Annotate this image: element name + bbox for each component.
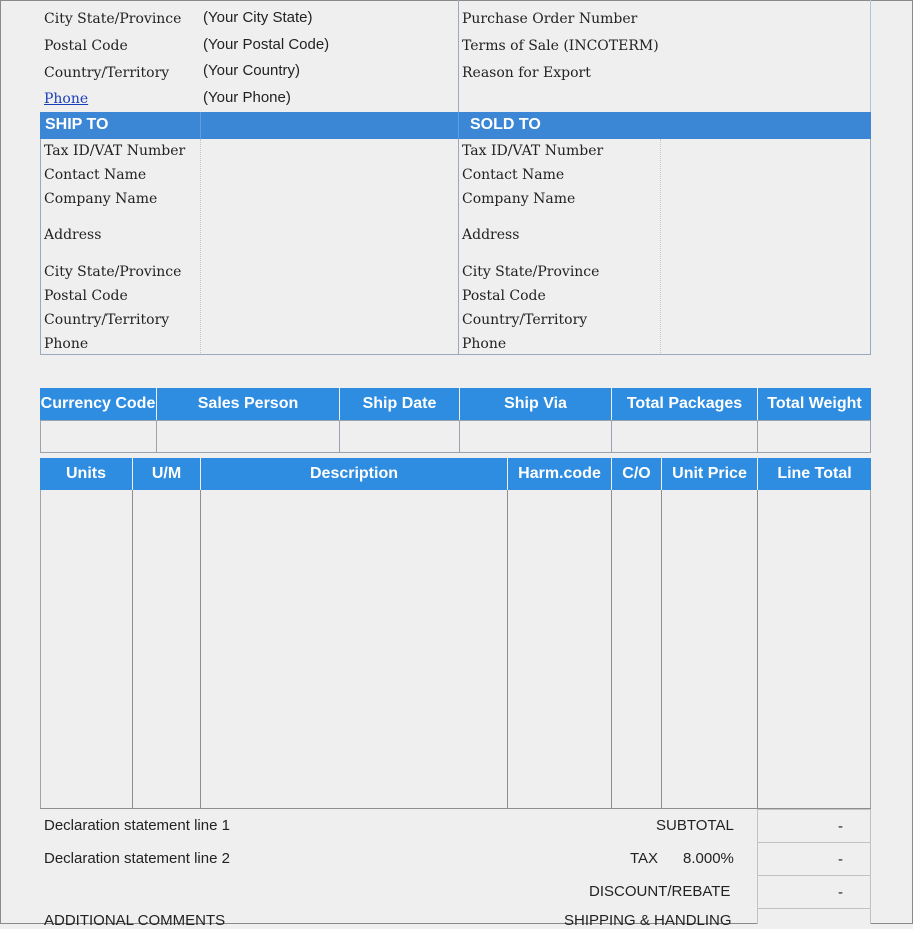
subtotal-cell — [757, 809, 871, 843]
ship-tax-id-label: Tax ID/VAT Number — [44, 143, 186, 159]
items-grid-line — [611, 490, 612, 809]
col-currency-code: Currency Code — [40, 388, 156, 420]
col-description: Description — [201, 458, 507, 490]
ship-value-divider — [200, 139, 201, 355]
from-phone-value[interactable]: (Your Phone) — [203, 89, 291, 106]
ship-header-divider — [200, 112, 201, 139]
total-packages-cell[interactable] — [611, 420, 758, 453]
discount-value: - — [838, 884, 843, 901]
sold-city-label: City State/Province — [462, 264, 600, 280]
tax-value: - — [838, 851, 843, 868]
subtotal-label: SUBTOTAL — [656, 817, 734, 834]
discount-cell — [757, 875, 871, 909]
sold-value-divider — [660, 139, 661, 355]
sold-address-label: Address — [462, 227, 520, 243]
col-harm-code: Harm.code — [508, 458, 611, 490]
ship-left-border — [40, 139, 41, 355]
sales-person-cell[interactable] — [156, 420, 340, 453]
ship-country-label: Country/Territory — [44, 312, 170, 328]
from-postal-label: Postal Code — [44, 38, 128, 54]
col-ship-date: Ship Date — [340, 388, 459, 420]
ship-phone-label: Phone — [44, 336, 89, 352]
ship-company-label: Company Name — [44, 191, 158, 207]
purchase-order-label: Purchase Order Number — [462, 11, 638, 27]
col-ship-via: Ship Via — [460, 388, 611, 420]
sold-postal-label: Postal Code — [462, 288, 546, 304]
items-grid-line — [132, 490, 133, 809]
ship-postal-label: Postal Code — [44, 288, 128, 304]
col-total-weight: Total Weight — [758, 388, 871, 420]
total-weight-cell[interactable] — [757, 420, 871, 453]
top-right-border — [870, 0, 871, 112]
ship-sold-divider — [458, 139, 459, 355]
currency-code-cell[interactable] — [40, 420, 157, 453]
sold-tax-id-label: Tax ID/VAT Number — [462, 143, 604, 159]
tax-cell — [757, 842, 871, 876]
terms-of-sale-label: Terms of Sale (INCOTERM) — [462, 38, 659, 54]
from-country-label: Country/Territory — [44, 65, 170, 81]
ship-to-header: SHIP TO — [45, 116, 109, 133]
tax-label: TAX — [630, 850, 659, 867]
from-postal-value[interactable]: (Your Postal Code) — [203, 36, 330, 53]
sold-to-header: SOLD TO — [470, 116, 541, 133]
sold-company-label: Company Name — [462, 191, 576, 207]
sold-header-divider — [458, 112, 459, 139]
phone-link[interactable]: Phone — [44, 91, 89, 107]
reason-for-export-label: Reason for Export — [462, 65, 591, 81]
declaration-line-2[interactable]: Declaration statement line 2 — [44, 850, 230, 867]
col-line-total: Line Total — [758, 458, 871, 490]
declaration-line-1[interactable]: Declaration statement line 1 — [44, 817, 230, 834]
discount-label: DISCOUNT/REBATE — [589, 883, 731, 900]
col-units: Units — [40, 458, 132, 490]
sold-right-border — [870, 139, 871, 355]
col-um: U/M — [133, 458, 200, 490]
ship-sold-bottom-border — [40, 354, 871, 355]
shipping-handling-label: SHIPPING & HANDLING — [564, 912, 732, 929]
additional-comments-label: ADDITIONAL COMMENTS — [44, 912, 226, 929]
ship-address-label: Address — [44, 227, 102, 243]
subtotal-value: - — [838, 818, 843, 835]
shipping-handling-cell — [757, 908, 871, 924]
ship-via-cell[interactable] — [459, 420, 612, 453]
ship-sold-header-bar — [40, 112, 871, 139]
top-divider — [458, 0, 459, 112]
from-country-value[interactable]: (Your Country) — [203, 62, 300, 79]
from-city-value[interactable]: (Your City State) — [203, 9, 313, 26]
sold-phone-label: Phone — [462, 336, 507, 352]
from-city-label: City State/Province — [44, 11, 182, 27]
col-sales-person: Sales Person — [157, 388, 339, 420]
col-total-packages: Total Packages — [612, 388, 757, 420]
col-country-of-origin: C/O — [612, 458, 661, 490]
items-grid-line — [40, 490, 41, 809]
items-bottom-border — [40, 808, 871, 809]
items-grid-line — [200, 490, 201, 809]
sold-country-label: Country/Territory — [462, 312, 588, 328]
items-grid-line — [661, 490, 662, 809]
items-grid-line — [757, 490, 758, 809]
sold-contact-label: Contact Name — [462, 167, 565, 183]
tax-rate[interactable]: 8.000% — [683, 850, 734, 867]
items-grid-line — [870, 490, 871, 809]
ship-contact-label: Contact Name — [44, 167, 147, 183]
items-grid-line — [507, 490, 508, 809]
ship-date-cell[interactable] — [339, 420, 460, 453]
col-unit-price: Unit Price — [662, 458, 757, 490]
ship-city-label: City State/Province — [44, 264, 182, 280]
